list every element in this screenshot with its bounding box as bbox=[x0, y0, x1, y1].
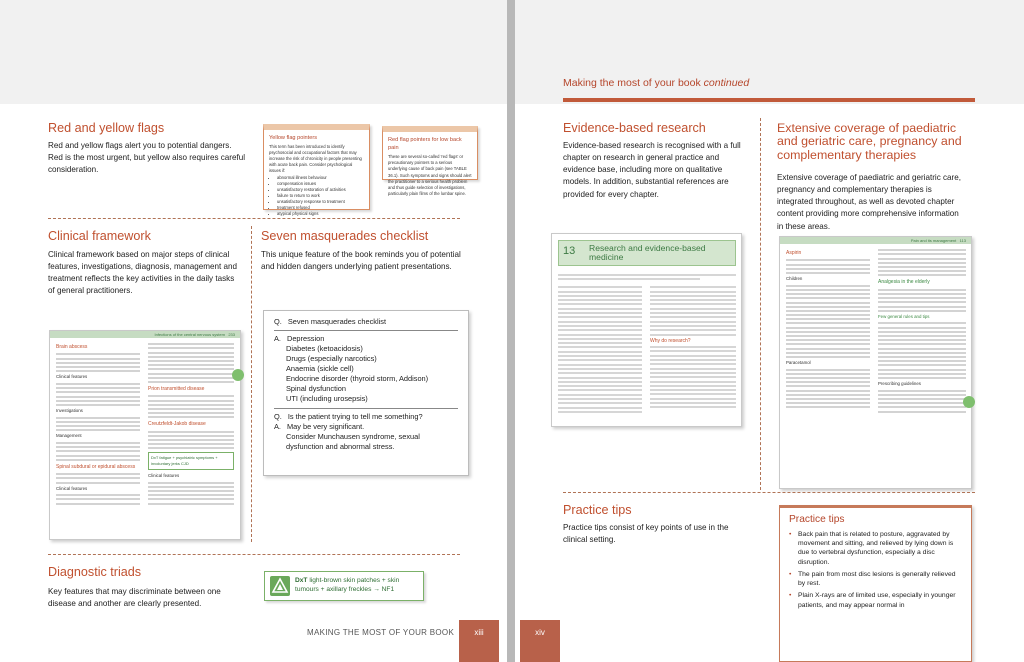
text-line bbox=[878, 293, 966, 295]
text-line bbox=[650, 393, 736, 395]
text-line bbox=[148, 368, 234, 370]
text-line bbox=[878, 274, 966, 276]
text-line bbox=[558, 368, 642, 370]
text-line bbox=[558, 342, 642, 344]
sample-heading: Aspirin bbox=[786, 250, 802, 256]
answer-text: May be very significant. bbox=[286, 421, 365, 431]
text-line bbox=[148, 404, 234, 406]
text-line bbox=[148, 395, 234, 397]
running-head-text: Making the most of your book bbox=[563, 77, 701, 89]
text-line bbox=[558, 359, 642, 361]
practice-tips-card-title: Practice tips bbox=[789, 514, 845, 525]
text-line bbox=[878, 253, 966, 255]
divider bbox=[274, 408, 458, 409]
a-label: A. bbox=[274, 334, 281, 344]
question-row bbox=[274, 412, 458, 422]
red-flags-heading: Red and yellow flags bbox=[48, 121, 165, 135]
sample-heading: Brain abscess bbox=[56, 344, 88, 350]
sample-col-left bbox=[558, 284, 642, 415]
paediatric-page-sample bbox=[779, 236, 972, 489]
text-line bbox=[786, 339, 870, 341]
masquerades-heading: Seven masquerades checklist bbox=[261, 229, 429, 243]
text-line bbox=[148, 360, 234, 362]
text-line bbox=[650, 385, 736, 387]
text-line bbox=[878, 402, 966, 404]
sample-subheading: Clinical features bbox=[56, 374, 88, 380]
question-text: Seven masquerades checklist bbox=[287, 317, 386, 326]
sample-col-right bbox=[878, 247, 966, 415]
text-line bbox=[558, 274, 736, 276]
list-item: • The pain from most disc lesions is generally relieved by rest. bbox=[789, 570, 962, 588]
sample-running-bar bbox=[50, 331, 240, 338]
text-line bbox=[650, 376, 736, 378]
page-marker-icon bbox=[963, 396, 975, 408]
red-flags-body: Red and yellow flags alert you to potential dangers. Red is the most urgent, but yellow also requires careful consideration. bbox=[48, 141, 246, 175]
text-line bbox=[56, 400, 140, 402]
divider bbox=[274, 330, 458, 331]
text-line bbox=[558, 321, 642, 323]
text-line bbox=[148, 494, 234, 496]
text-line bbox=[786, 306, 870, 308]
answer-item: Anaemia (sickle cell) bbox=[286, 364, 354, 374]
text-line bbox=[878, 352, 966, 354]
practice-tips-card bbox=[779, 505, 972, 662]
text-line bbox=[786, 381, 870, 383]
answer-row bbox=[274, 334, 458, 344]
answer-item: Diabetes (ketoacidosis) bbox=[286, 344, 363, 354]
dxt-content: light-brown skin patches + skin tumours + axillary freckles → NF1 bbox=[295, 577, 400, 593]
sample-subheading: Investigations bbox=[56, 408, 83, 414]
text-line bbox=[878, 348, 966, 350]
page-footer: MAKING THE MOST OF YOUR BOOK bbox=[307, 628, 455, 637]
text-line bbox=[786, 302, 870, 304]
text-line bbox=[650, 329, 736, 331]
text-line bbox=[148, 498, 234, 500]
text-line bbox=[650, 381, 736, 383]
text-line bbox=[650, 312, 736, 314]
text-line bbox=[148, 381, 234, 383]
text-line bbox=[558, 278, 700, 280]
a-label: A. bbox=[274, 421, 281, 431]
practice-tips-body: Practice tips consist of key points of use in the clinical setting. bbox=[563, 523, 729, 545]
text-line bbox=[56, 429, 140, 431]
text-line bbox=[148, 482, 234, 484]
text-line bbox=[878, 270, 966, 272]
answer-item: Endocrine disorder (thyroid storm, Addison) bbox=[286, 374, 429, 384]
text-line bbox=[786, 285, 870, 287]
text-line bbox=[878, 266, 966, 268]
text-line bbox=[650, 355, 736, 357]
sample-heading: Spinal subdural or epidural abscess bbox=[56, 463, 136, 470]
text-line bbox=[786, 348, 870, 350]
text-line bbox=[148, 356, 234, 358]
sample-subheading: Management bbox=[56, 433, 82, 439]
list-item: • Back pain that is related to posture, aggravated by movement and sitting, and relieved by lying down is due to vertebral dysfunction, especially a disc disruption. bbox=[789, 530, 962, 567]
text-line bbox=[558, 372, 642, 374]
text-line bbox=[786, 406, 870, 408]
text-line bbox=[56, 498, 140, 500]
text-line bbox=[558, 377, 642, 379]
dxt-text bbox=[295, 577, 418, 594]
text-line bbox=[786, 377, 870, 379]
evidence-page-sample bbox=[551, 233, 742, 427]
text-line bbox=[786, 272, 870, 274]
list-item: • unsatisfactory response to treatment bbox=[277, 199, 364, 205]
masquerades-checklist-card bbox=[263, 310, 469, 476]
text-line bbox=[56, 459, 140, 461]
q-label: Q. bbox=[274, 317, 282, 326]
sample-subheading: Few general rules and tips bbox=[878, 313, 930, 319]
sample-bar-text: Infections of the central nervous system bbox=[154, 332, 225, 337]
text-line bbox=[558, 299, 642, 301]
text-line bbox=[148, 431, 234, 433]
text-line bbox=[558, 364, 642, 366]
text-block bbox=[558, 274, 736, 280]
text-line bbox=[878, 335, 966, 337]
text-line bbox=[650, 368, 736, 370]
text-line bbox=[650, 389, 736, 391]
text-line bbox=[56, 425, 140, 427]
sample-heading: Creutzfeldt-Jakob disease bbox=[148, 421, 206, 428]
text-line bbox=[558, 402, 642, 404]
text-line bbox=[878, 364, 966, 366]
text-line bbox=[558, 329, 642, 331]
text-line bbox=[878, 411, 966, 413]
sample-subheading: Prescribing guidelines bbox=[878, 381, 921, 387]
text-line bbox=[148, 447, 234, 449]
text-line bbox=[878, 360, 966, 362]
sample-subheading: Paracetamol bbox=[786, 360, 811, 366]
question-row bbox=[274, 317, 458, 327]
sample-bar-text: Pain and its management bbox=[910, 238, 957, 243]
text-line bbox=[558, 394, 642, 396]
text-line bbox=[148, 352, 234, 354]
text-line bbox=[878, 310, 966, 312]
sample-heading: Analgesia in the elderly bbox=[878, 279, 930, 286]
list-item: • abnormal illness behaviour bbox=[277, 175, 364, 181]
answer-item: Consider Munchausen syndrome, sexual dysfunction and abnormal stress. bbox=[286, 431, 420, 451]
text-line bbox=[650, 334, 736, 336]
text-line bbox=[786, 322, 870, 324]
text-line bbox=[56, 353, 140, 355]
text-line bbox=[878, 301, 966, 303]
text-line bbox=[878, 306, 966, 308]
left-page bbox=[0, 0, 507, 662]
text-line bbox=[650, 308, 736, 310]
text-line bbox=[558, 291, 642, 293]
text-line bbox=[878, 258, 966, 260]
text-line bbox=[786, 289, 870, 291]
masquerades-body: This unique feature of the book reminds you of potential and hidden dangers underlying patient presentations. bbox=[261, 250, 461, 272]
text-line bbox=[558, 334, 642, 336]
text-line bbox=[878, 289, 966, 291]
text-line bbox=[878, 394, 966, 396]
text-line bbox=[56, 455, 140, 457]
text-line bbox=[148, 443, 234, 445]
clinical-framework-heading: Clinical framework bbox=[48, 229, 151, 243]
dxt-triangle-icon bbox=[270, 576, 290, 596]
text-line bbox=[56, 387, 140, 389]
red-flag-card bbox=[382, 126, 478, 196]
text-line bbox=[650, 299, 736, 301]
text-line bbox=[558, 407, 642, 409]
running-head-rule bbox=[563, 98, 975, 102]
clinical-framework-body: Clinical framework based on major steps of clinical features, investigations, diagnosis, management and treatment reflects the key activities in the daily tasks of general practitioners. bbox=[48, 250, 237, 296]
text-line bbox=[558, 385, 642, 387]
text-line bbox=[56, 362, 140, 364]
diagnostic-triads-heading: Diagnostic triads bbox=[48, 565, 142, 579]
text-line bbox=[650, 325, 736, 327]
list-item: • atypical physical signs bbox=[277, 211, 364, 217]
list-item: • unsatisfactory restoration of activities bbox=[277, 187, 364, 193]
text-line bbox=[650, 398, 736, 400]
running-head bbox=[563, 77, 749, 89]
text-line bbox=[148, 412, 234, 414]
text-line bbox=[148, 486, 234, 488]
text-line bbox=[56, 358, 140, 360]
text-line bbox=[558, 346, 642, 348]
section-divider bbox=[48, 554, 460, 555]
text-line bbox=[558, 286, 642, 288]
text-line bbox=[56, 494, 140, 496]
dxt-label: DxT bbox=[295, 577, 308, 585]
text-line bbox=[56, 477, 140, 479]
evidence-body: Evidence-based research is recognised with a full chapter on research in general practice and evidence base, including more on qualitative models. In addition, substantial references are provided for every chapter. bbox=[563, 141, 741, 199]
text-line bbox=[786, 369, 870, 371]
text-line bbox=[786, 314, 870, 316]
text-line bbox=[786, 373, 870, 375]
list-item: • Plain X-rays are of limited use, especially in younger patients, and may appear normal in bbox=[789, 591, 962, 609]
text-line bbox=[148, 416, 234, 418]
text-line bbox=[786, 268, 870, 270]
clinical-framework-page-sample bbox=[49, 330, 241, 540]
sample-subheading: Clinical features bbox=[148, 473, 180, 479]
answer-row bbox=[274, 422, 458, 432]
section-divider bbox=[563, 492, 975, 493]
text-line bbox=[650, 406, 736, 408]
text-line bbox=[56, 446, 140, 448]
text-line bbox=[148, 377, 234, 379]
text-line bbox=[878, 356, 966, 358]
text-line bbox=[56, 370, 140, 372]
text-line bbox=[786, 352, 870, 354]
text-line bbox=[650, 359, 736, 361]
text-line bbox=[878, 249, 966, 251]
sample-intro bbox=[558, 272, 736, 282]
text-line bbox=[786, 264, 870, 266]
text-line bbox=[878, 297, 966, 299]
text-line bbox=[148, 408, 234, 410]
text-line bbox=[786, 335, 870, 337]
yellow-flag-card bbox=[263, 124, 370, 217]
text-line bbox=[786, 331, 870, 333]
text-line bbox=[786, 385, 870, 387]
text-line bbox=[56, 417, 140, 419]
text-line bbox=[878, 327, 966, 329]
list-item: • failure to return to work bbox=[277, 193, 364, 199]
answer-item: UTI (including urosepsis) bbox=[286, 394, 368, 404]
column-divider bbox=[760, 118, 761, 490]
text-line bbox=[148, 435, 234, 437]
question-text: Is the patient trying to tell me something? bbox=[287, 411, 423, 421]
dxt-example-box bbox=[264, 571, 424, 601]
text-line bbox=[558, 389, 642, 391]
q-label: Q. bbox=[274, 411, 282, 421]
sample-col-right bbox=[148, 341, 234, 507]
text-line bbox=[878, 322, 966, 324]
text-line bbox=[878, 339, 966, 341]
text-line bbox=[650, 402, 736, 404]
text-line bbox=[56, 396, 140, 398]
answer-text: Depression bbox=[286, 334, 325, 344]
text-line bbox=[650, 286, 736, 288]
diagnostic-triads-body: Key features that may discriminate between one disease and another are clearly presented. bbox=[48, 587, 221, 609]
evidence-heading: Evidence-based research bbox=[563, 121, 706, 135]
page-number: xiii bbox=[459, 620, 499, 662]
section-divider bbox=[48, 218, 460, 219]
paediatric-body: Extensive coverage of paediatric and geriatric care, pregnancy and complementary therapies is integrated throughout, as well as devoted chapter content providing more comprehensive information in these areas. bbox=[777, 173, 962, 231]
text-line bbox=[56, 473, 140, 475]
text-line bbox=[786, 398, 870, 400]
book-gutter bbox=[507, 0, 515, 662]
text-line bbox=[650, 291, 736, 293]
text-line bbox=[786, 394, 870, 396]
text-line bbox=[786, 343, 870, 345]
text-line bbox=[650, 303, 736, 305]
text-line bbox=[558, 295, 642, 297]
text-line bbox=[786, 356, 870, 358]
running-head-italic: continued bbox=[703, 77, 750, 89]
text-line bbox=[56, 482, 140, 484]
sample-subheading: Why do research? bbox=[650, 337, 691, 344]
text-line bbox=[786, 318, 870, 320]
sample-heading: Prion transmitted disease bbox=[148, 385, 205, 392]
text-line bbox=[650, 316, 736, 318]
text-line bbox=[148, 347, 234, 349]
sample-col-left bbox=[56, 341, 140, 507]
text-line bbox=[650, 350, 736, 352]
text-line bbox=[786, 293, 870, 295]
text-line bbox=[786, 402, 870, 404]
text-line bbox=[558, 398, 642, 400]
sample-folio: 233 bbox=[228, 332, 235, 337]
text-line bbox=[56, 442, 140, 444]
text-line bbox=[558, 303, 642, 305]
text-line bbox=[786, 327, 870, 329]
text-line bbox=[786, 390, 870, 392]
text-line bbox=[148, 503, 234, 505]
text-line bbox=[558, 325, 642, 327]
text-line bbox=[786, 310, 870, 312]
text-line bbox=[56, 366, 140, 368]
sample-col-right bbox=[650, 284, 736, 411]
text-line bbox=[878, 262, 966, 264]
page-marker-icon bbox=[232, 369, 244, 381]
sample-folio: 113 bbox=[959, 238, 966, 243]
text-line bbox=[650, 346, 736, 348]
text-line bbox=[148, 439, 234, 441]
text-line bbox=[558, 381, 642, 383]
text-line bbox=[878, 398, 966, 400]
chapter-number: 13 bbox=[563, 245, 576, 257]
red-card-text: These are several so-called 'red flags' or precautionary pointers to a serious underlying cause of back pain (see TABLE 36.1). Such symptoms and signs should alert the practitioner to a serious health problem and thus guide selection of investigations, particularly plain films of the lumbar spine. bbox=[388, 154, 472, 196]
list-item: • compensation issues bbox=[277, 181, 364, 187]
answer-item: Drugs (especially narcotics) bbox=[286, 354, 377, 364]
answer-item: Spinal dysfunction bbox=[286, 384, 346, 394]
text-line bbox=[558, 411, 642, 413]
sample-dxt-box: DxT fatigue + psychiatric symptoms + involuntary jerks CJD bbox=[148, 452, 234, 470]
text-line bbox=[56, 391, 140, 393]
practice-tips-list bbox=[789, 530, 962, 610]
text-line bbox=[148, 490, 234, 492]
sample-subheading: Clinical features bbox=[56, 485, 88, 491]
sample-running-bar bbox=[780, 237, 971, 244]
chapter-title: Research and evidence-based medicine bbox=[589, 243, 706, 263]
text-line bbox=[650, 321, 736, 323]
text-line bbox=[786, 259, 870, 261]
text-line bbox=[650, 372, 736, 374]
yellow-card-list bbox=[269, 175, 364, 218]
text-line bbox=[56, 383, 140, 385]
column-divider bbox=[251, 226, 252, 542]
text-line bbox=[878, 406, 966, 408]
text-line bbox=[878, 390, 966, 392]
text-line bbox=[148, 343, 234, 345]
text-line bbox=[56, 503, 140, 505]
text-line bbox=[558, 316, 642, 318]
text-line bbox=[148, 364, 234, 366]
text-line bbox=[650, 363, 736, 365]
yellow-card-title: Yellow flag pointers bbox=[269, 135, 317, 141]
text-line bbox=[558, 355, 642, 357]
text-line bbox=[148, 400, 234, 402]
text-line bbox=[56, 404, 140, 406]
text-line bbox=[558, 351, 642, 353]
text-line bbox=[878, 377, 966, 379]
page-number: xiv bbox=[520, 620, 560, 662]
text-line bbox=[878, 373, 966, 375]
text-line bbox=[878, 331, 966, 333]
text-line bbox=[56, 421, 140, 423]
text-line bbox=[148, 373, 234, 375]
sample-col-left bbox=[786, 247, 870, 411]
chapter-header bbox=[558, 240, 736, 266]
practice-tips-heading: Practice tips bbox=[563, 503, 632, 517]
yellow-card-text: This term has been introduced to identify psychosocial and occupational factors that may increase the risk of chronicity in people presenting with acute back pain. Consider psychological issues if: bbox=[269, 144, 362, 174]
text-line bbox=[878, 343, 966, 345]
red-card-title: Red flag pointers for low back pain bbox=[388, 137, 462, 152]
top-band bbox=[0, 0, 507, 104]
text-line bbox=[650, 295, 736, 297]
text-line bbox=[558, 312, 642, 314]
sample-subheading: Children bbox=[786, 276, 803, 282]
list-item: • treatment refused bbox=[277, 205, 364, 211]
text-line bbox=[786, 297, 870, 299]
text-line bbox=[878, 369, 966, 371]
text-line bbox=[558, 338, 642, 340]
text-line bbox=[558, 308, 642, 310]
text-line bbox=[56, 450, 140, 452]
paediatric-heading: Extensive coverage of paediatric and geriatric care, pregnancy and complementary therapies bbox=[777, 121, 962, 162]
